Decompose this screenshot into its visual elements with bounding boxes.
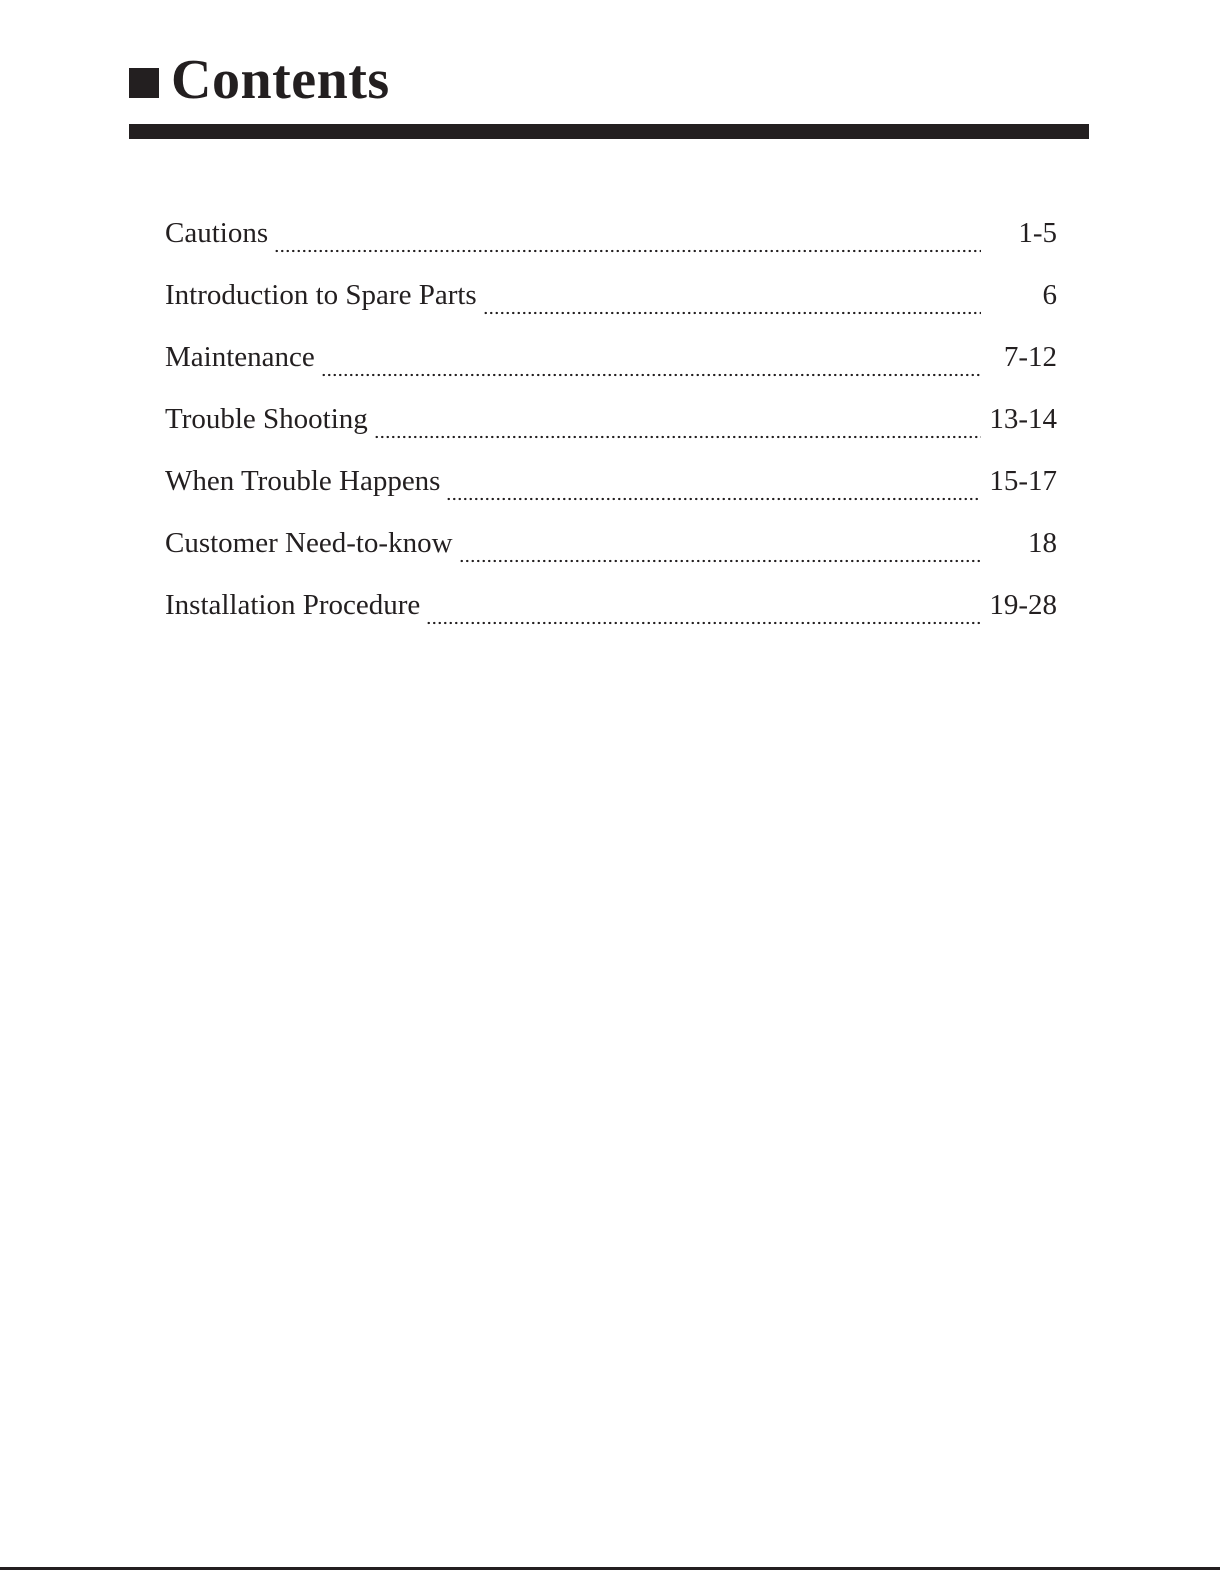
toc-entry-pages: 18 [1028, 527, 1057, 559]
dot-leader [483, 311, 981, 315]
toc-entry-spare-parts[interactable] [165, 278, 1057, 340]
toc-entry-trouble-shooting[interactable] [165, 402, 1057, 464]
bottom-divider [0, 1567, 1220, 1570]
toc-entry-pages: 15-17 [989, 465, 1057, 497]
toc-entry-pages: 6 [1042, 279, 1057, 311]
toc-entry-pages: 13-14 [989, 403, 1057, 435]
toc-entry-label: When Trouble Happens [165, 465, 441, 497]
toc-entry-label: Cautions [165, 217, 269, 249]
toc-entry-installation-procedure[interactable] [165, 588, 1057, 650]
toc-entry-label: Maintenance [165, 341, 315, 373]
dot-leader [321, 373, 981, 377]
toc-entry-pages: 1-5 [1018, 217, 1057, 249]
toc-entry-label: Customer Need-to-know [165, 527, 453, 559]
dot-leader [459, 559, 981, 563]
page-header [129, 49, 390, 111]
page-title: Contents [171, 49, 390, 111]
toc-entry-label: Introduction to Spare Parts [165, 279, 477, 311]
dot-leader [426, 621, 981, 625]
toc-entry-pages: 19-28 [989, 589, 1057, 621]
dot-leader [274, 249, 981, 253]
table-of-contents [165, 216, 1057, 650]
toc-entry-maintenance[interactable] [165, 340, 1057, 402]
dot-leader [446, 497, 981, 501]
toc-entry-customer-need-to-know[interactable] [165, 526, 1057, 588]
toc-entry-cautions[interactable] [165, 216, 1057, 278]
title-divider [129, 124, 1089, 139]
dot-leader [374, 435, 981, 439]
square-bullet-icon [129, 68, 159, 98]
toc-entry-label: Trouble Shooting [165, 403, 368, 435]
toc-entry-label: Installation Procedure [165, 589, 421, 621]
toc-entry-pages: 7-12 [1003, 341, 1057, 373]
toc-entry-when-trouble-happens[interactable] [165, 464, 1057, 526]
